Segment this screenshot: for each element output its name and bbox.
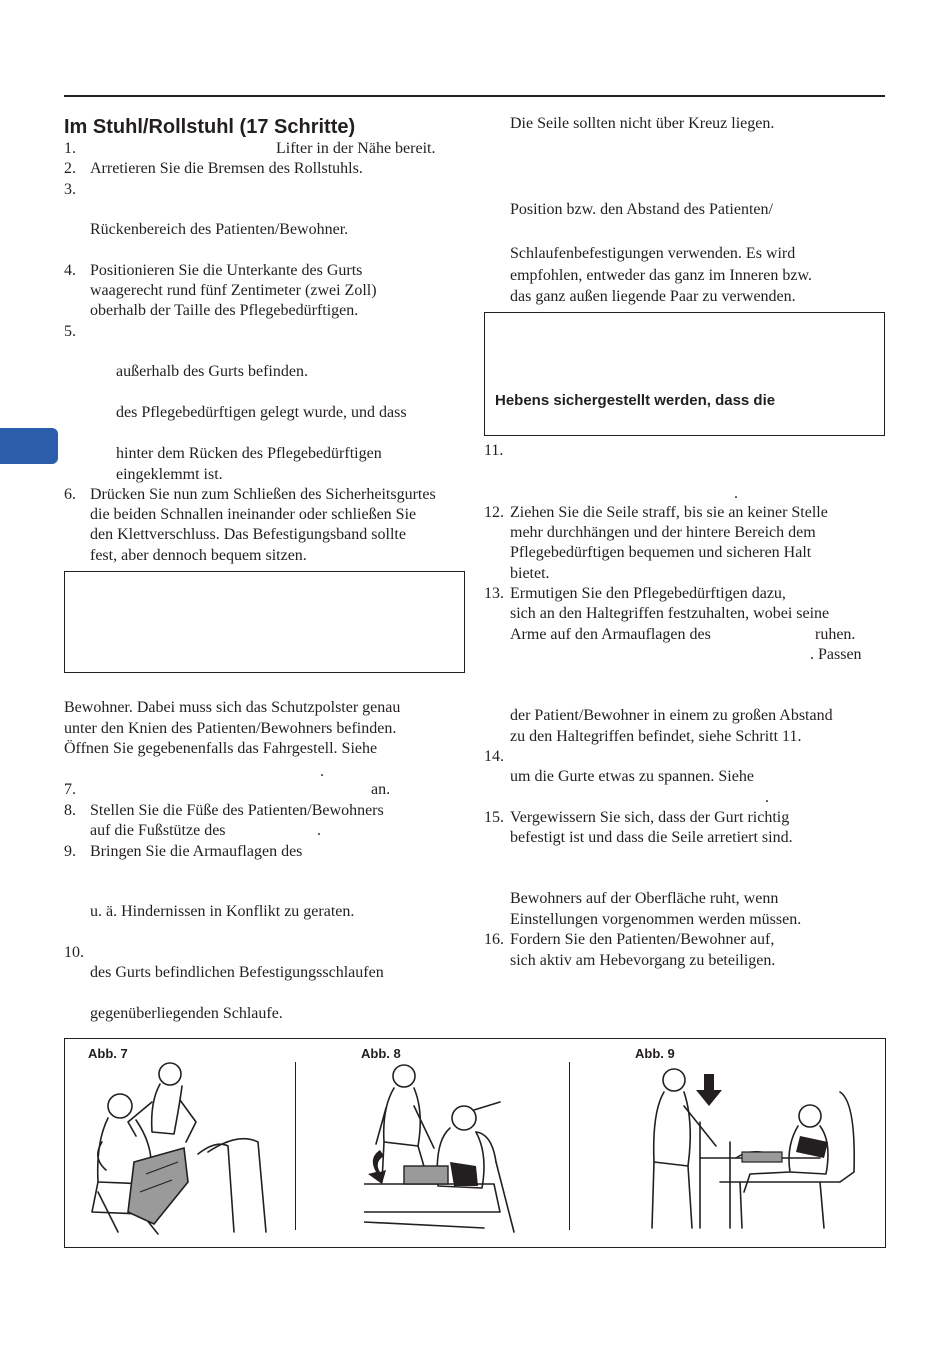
- step-text: Pflegebedürftigen bequemen und sicheren Halt: [510, 544, 812, 561]
- step-text: Positionieren Sie die Unterkante des Gurts: [90, 262, 363, 279]
- step-text: Ermutigen Sie den Pflegebedürftigen dazu,: [510, 585, 786, 602]
- figure-label: Abb. 8: [361, 1046, 401, 1061]
- step-text: sich aktiv am Hebevorgang zu beteiligen.: [510, 952, 776, 969]
- step-text: Ziehen Sie die Seile straff, bis sie an keiner Stelle: [510, 504, 828, 521]
- step-text: Die Seile sollten nicht über Kreuz liegen.: [510, 115, 775, 132]
- step-number: 2.: [64, 160, 76, 177]
- step-number: 10.: [64, 944, 84, 961]
- step-text: . Passen: [810, 646, 862, 663]
- step-text: oberhalb der Taille des Pflegebedürftigen.: [90, 302, 359, 319]
- step-number: 9.: [64, 843, 76, 860]
- step-number: 13.: [484, 585, 504, 602]
- step-text: Lifter in der Nähe bereit.: [276, 140, 436, 157]
- figure-label: Abb. 7: [88, 1046, 128, 1061]
- step-text: Stellen Sie die Füße des Patienten/Bewohners: [90, 802, 384, 819]
- step-text: an.: [371, 781, 391, 798]
- step-text: Arme auf den Armauflagen des: [510, 626, 711, 643]
- step-text: .: [734, 485, 738, 502]
- step-text: Bewohner. Dabei muss sich das Schutzpolster genau: [64, 699, 401, 716]
- warning-text: Hebens sichergestellt werden, dass die: [495, 392, 776, 409]
- figure-divider: [569, 1062, 570, 1230]
- step-text: bietet.: [510, 565, 550, 582]
- step-number: 4.: [64, 262, 76, 279]
- step-text: waagerecht rund fünf Zentimeter (zwei Zoll): [90, 282, 377, 299]
- step-text: ruhen.: [815, 626, 856, 643]
- step-text: Rückenbereich des Patienten/Bewohner.: [90, 221, 349, 238]
- step-text: außerhalb des Gurts befinden.: [116, 363, 308, 380]
- step-text: zu den Haltegriffen befindet, siehe Schritt 11.: [510, 728, 802, 745]
- step-text: um die Gurte etwas zu spannen. Siehe: [510, 768, 754, 785]
- chapter-tab-marker: [0, 428, 58, 464]
- step-text: Bringen Sie die Armauflagen des: [90, 843, 303, 860]
- step-text: der Patient/Bewohner in einem zu großen Abstand: [510, 707, 833, 724]
- leg-pad-adjustment-illustration: [364, 1062, 564, 1236]
- step-text: .: [317, 822, 321, 839]
- step-number: 8.: [64, 802, 76, 819]
- arm-rest-lowering-illustration: [640, 1062, 860, 1236]
- step-text: Schlaufenbefestigungen verwenden. Es wird: [510, 245, 796, 262]
- step-text: sich an den Haltegriffen festzuhalten, wobei seine: [510, 605, 830, 622]
- step-text: befestigt ist und dass die Seile arretiert sind.: [510, 829, 793, 846]
- step-text: Vergewissern Sie sich, dass der Gurt richtig: [510, 809, 790, 826]
- step-text: Fordern Sie den Patienten/Bewohner auf,: [510, 931, 775, 948]
- step-number: 7.: [64, 781, 76, 798]
- step-text: fest, aber dennoch bequem sitzen.: [90, 547, 307, 564]
- step-text: empfohlen, entweder das ganz im Inneren bzw.: [510, 267, 812, 284]
- section-heading: Im Stuhl/Rollstuhl (17 Schritte): [64, 116, 356, 138]
- step-text: Einstellungen vorgenommen werden müssen.: [510, 911, 802, 928]
- step-number: 12.: [484, 504, 504, 521]
- step-text: u. ä. Hindernissen in Konflikt zu geraten.: [90, 903, 355, 920]
- step-text: das ganz außen liegende Paar zu verwenden.: [510, 288, 796, 305]
- step-text: den Klettverschluss. Das Befestigungsband sollte: [90, 526, 406, 543]
- step-text: Drücken Sie nun zum Schließen des Sicherheitsgurtes: [90, 486, 436, 503]
- step-text: Bewohners auf der Oberfläche ruht, wenn: [510, 890, 779, 907]
- header-rule: [64, 95, 885, 97]
- step-text: Öffnen Sie gegebenenfalls das Fahrgestell. Siehe: [64, 740, 378, 757]
- step-text: Arretieren Sie die Bremsen des Rollstuhls.: [90, 160, 363, 177]
- step-text: mehr durchhängen und der hintere Bereich dem: [510, 524, 816, 541]
- step-number: 14.: [484, 748, 504, 765]
- step-text: gegenüberliegenden Schlaufe.: [90, 1005, 283, 1022]
- step-text: des Pflegebedürftigen gelegt wurde, und dass: [116, 404, 407, 421]
- step-text: unter den Knien des Patienten/Bewohners befinden.: [64, 720, 397, 737]
- step-number: 1.: [64, 140, 76, 157]
- step-number: 15.: [484, 809, 504, 826]
- step-number: 6.: [64, 486, 76, 503]
- step-text: hinter dem Rücken des Pflegebedürftigen: [116, 445, 382, 462]
- step-number: 5.: [64, 323, 76, 340]
- step-number: 11.: [484, 442, 504, 459]
- patient-sling-placement-illustration: [88, 1062, 288, 1236]
- step-text: die beiden Schnallen ineinander oder schließen Sie: [90, 506, 417, 523]
- step-text: des Gurts befindlichen Befestigungsschlaufen: [90, 964, 384, 981]
- warning-box: [484, 312, 885, 436]
- step-text: auf die Fußstütze des: [90, 822, 226, 839]
- figure-label: Abb. 9: [635, 1046, 675, 1061]
- step-text: .: [765, 789, 769, 806]
- figure-divider: [295, 1062, 296, 1230]
- step-number: 3.: [64, 181, 76, 198]
- step-text: Position bzw. den Abstand des Patienten/: [510, 201, 773, 218]
- step-text: .: [320, 763, 324, 780]
- step-text: eingeklemmt ist.: [116, 466, 223, 483]
- note-box: [64, 571, 465, 673]
- step-number: 16.: [484, 931, 504, 948]
